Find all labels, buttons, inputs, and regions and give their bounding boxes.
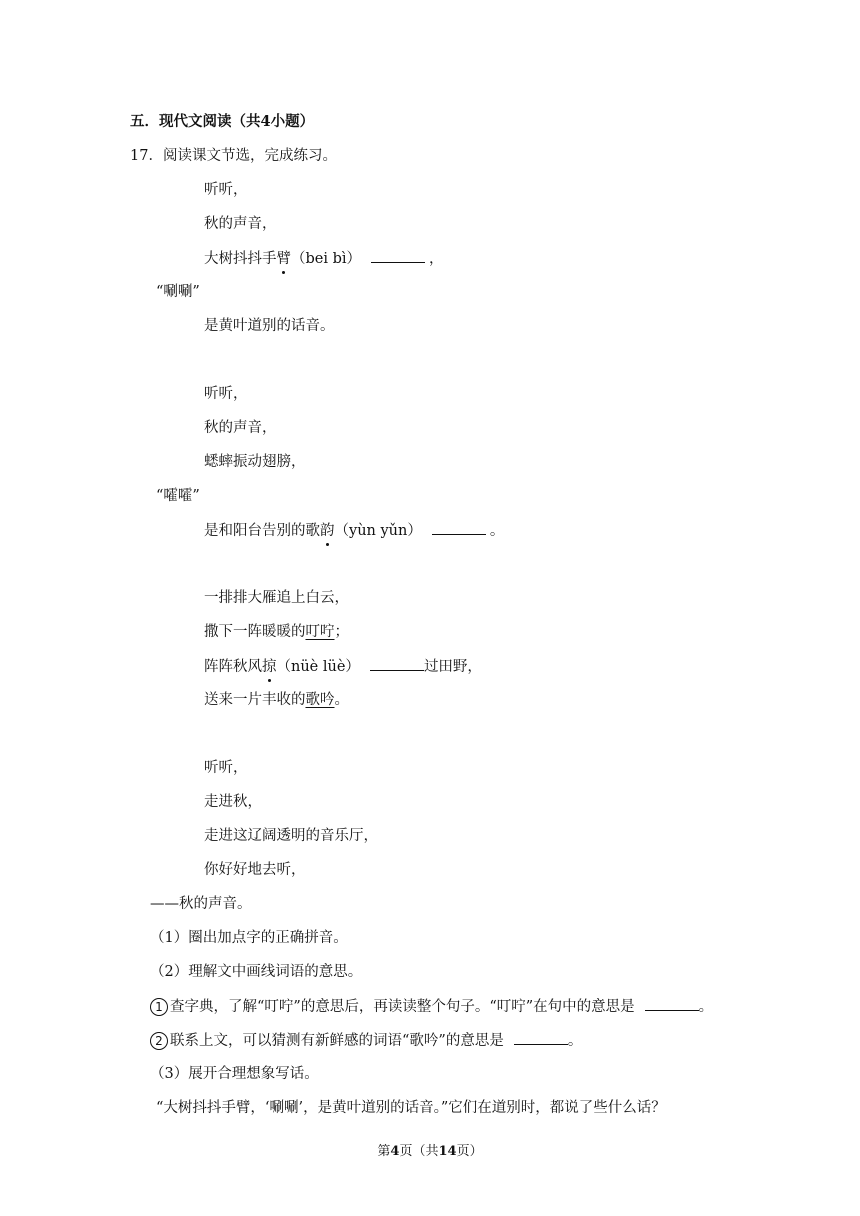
sub-question-3: （3）展开合理想象写话。 — [150, 1066, 319, 1082]
poem-line: 走进秋， — [204, 794, 262, 810]
text: 送来一片丰收的 — [204, 692, 306, 708]
sub-question-2: （2）理解文中画线词语的意思。 — [150, 964, 363, 980]
dotted-character: 臂 — [276, 251, 291, 267]
poem-line: “唰唰” — [156, 284, 200, 300]
pinyin-options: （nüè lüè） — [276, 659, 360, 675]
text: 阵阵秋风 — [204, 659, 262, 675]
text: 联系上文，可以猜测有新鲜感的词语“歌吟”的意思是 — [170, 1033, 504, 1049]
poem-line — [204, 622, 349, 642]
footer-text: 第 — [377, 1144, 391, 1159]
poem-line: 蟋蟀振动翅膀， — [204, 454, 306, 470]
poem-line: 一排排大雁追上白云， — [204, 590, 349, 606]
poem-line: 听听， — [204, 182, 248, 198]
text: 查字典，了解“叮咛”的意思后，再读读整个句子。“叮咛”在句中的意思是 — [170, 999, 635, 1015]
answer-blank[interactable] — [371, 248, 425, 263]
text: 撒下一阵暖暖的 — [204, 624, 306, 640]
sub-question-1: （1）圈出加点字的正确拼音。 — [150, 930, 348, 946]
poem-line: 秋的声音， — [204, 216, 277, 232]
sub-question-2-1 — [150, 996, 713, 1017]
poem-line: 听听， — [204, 760, 248, 776]
text: ； — [334, 624, 349, 640]
footer-text: 页） — [456, 1144, 483, 1159]
poem-line-with-blank — [204, 520, 504, 541]
footer-text: 页（共 — [399, 1144, 439, 1159]
question-17-intro: 17．阅读课文节选，完成练习。 — [130, 148, 337, 164]
poem-line: “嚯嚯” — [156, 488, 200, 504]
poem-line: 秋的声音， — [204, 420, 277, 436]
section-title: 五．现代文阅读（共4小题） — [130, 113, 315, 130]
text: 是和阳台告别的歌 — [204, 523, 320, 539]
text: ， — [429, 251, 444, 267]
answer-blank[interactable] — [370, 656, 424, 671]
circled-number: 2 — [150, 1032, 168, 1050]
underlined-word: 叮咛 — [305, 624, 335, 640]
text: 。 — [334, 692, 349, 708]
poem-line-with-blank — [204, 656, 482, 677]
poem-line-with-blank — [204, 248, 444, 269]
underlined-word: 歌吟 — [305, 692, 335, 708]
circled-number: 1 — [150, 998, 168, 1016]
text: 。 — [567, 1033, 583, 1049]
sub-question-3-prompt: “大树抖抖手臂，‘唰唰’，是黄叶道别的话音。”它们在道别时，都说了些什么话？ — [156, 1100, 666, 1116]
answer-blank[interactable] — [432, 520, 486, 535]
dotted-character: 韵 — [320, 523, 335, 539]
pinyin-options: （yùn yǔn） — [334, 523, 422, 539]
text: 过田野， — [423, 659, 482, 675]
text: 。 — [698, 999, 714, 1015]
poem-line: 是黄叶道别的话音。 — [204, 318, 335, 334]
dotted-character: 掠 — [262, 659, 277, 675]
poem-attribution: ——秋的声音。 — [150, 896, 252, 912]
poem-line: 听听， — [204, 386, 248, 402]
text: 。 — [489, 523, 505, 539]
poem-line — [204, 690, 349, 710]
sub-question-2-2 — [150, 1030, 582, 1051]
answer-blank[interactable] — [645, 996, 699, 1011]
page-number: 4 — [390, 1144, 400, 1159]
total-pages: 14 — [438, 1144, 457, 1159]
page-footer — [0, 1140, 860, 1159]
pinyin-options: （bei bì） — [291, 251, 362, 267]
poem-line: 你好好地去听， — [204, 862, 306, 878]
poem-line: 走进这辽阔透明的音乐厅， — [204, 828, 378, 844]
answer-blank[interactable] — [514, 1030, 568, 1045]
text: 大树抖抖手 — [204, 251, 277, 267]
